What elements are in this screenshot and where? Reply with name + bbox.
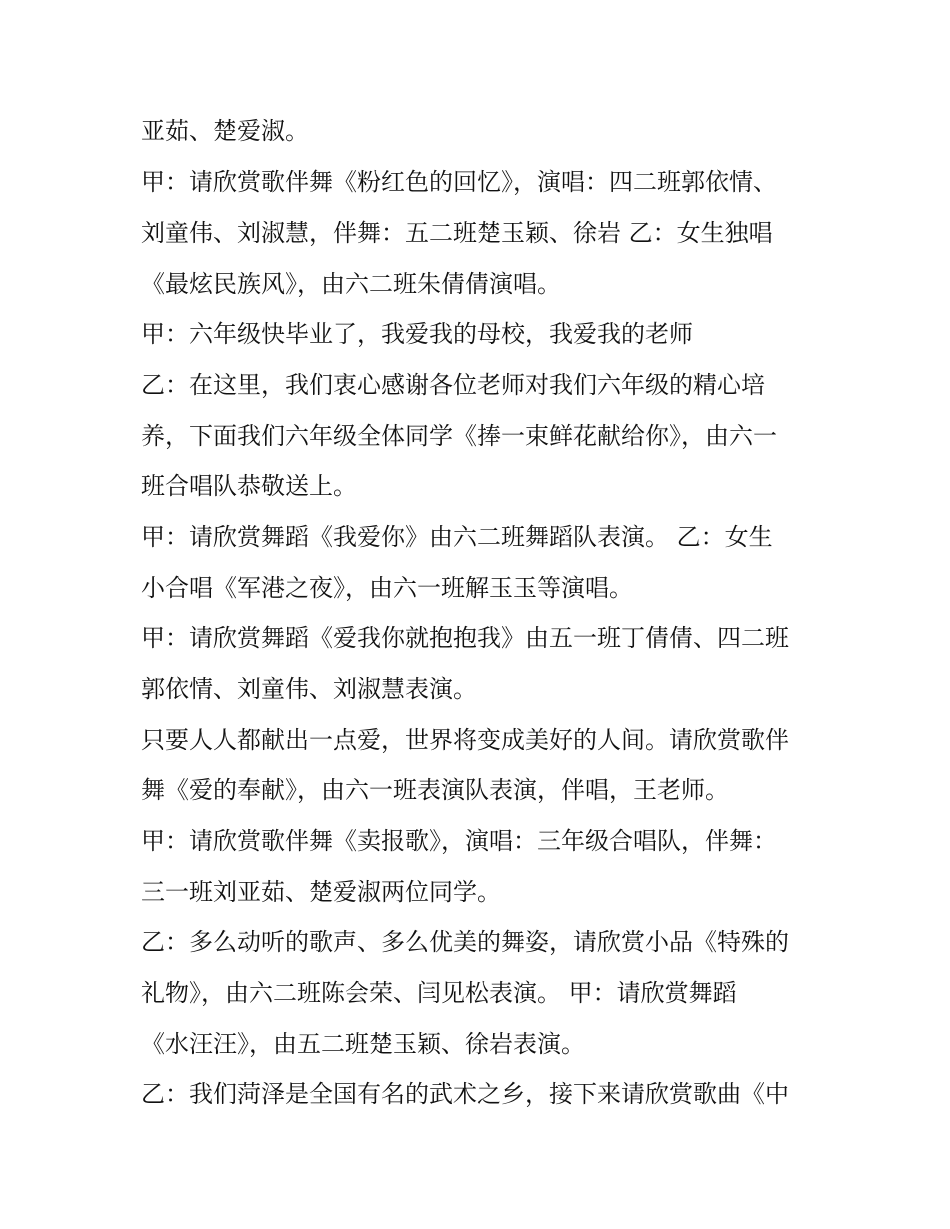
- text-line: 郭依情、刘童伟、刘淑慧表演。: [141, 675, 477, 703]
- text-line: 甲：请欣赏歌伴舞《卖报歌》，演唱：三年级合唱队，伴舞：: [141, 827, 777, 855]
- text-line: 养，下面我们六年级全体同学《捧一束鲜花献给你》，由六一: [141, 422, 777, 450]
- text-line: 甲：请欣赏歌伴舞《粉红色的回忆》，演唱：四二班郭依情、: [141, 168, 777, 196]
- text-line: 小合唱《军港之夜》，由六一班解玉玉等演唱。: [141, 574, 633, 602]
- text-line: 甲：六年级快毕业了，我爱我的母校，我爱我的老师: [141, 320, 693, 348]
- text-line: 舞《爱的奉献》，由六一班表演队表演，伴唱，王老师。: [141, 776, 729, 804]
- text-line: 三一班刘亚茹、楚爱淑两位同学。: [141, 878, 501, 906]
- text-line: 乙：在这里，我们衷心感谢各位老师对我们六年级的精心培: [141, 371, 765, 399]
- text-line: 刘童伟、刘淑慧，伴舞：五二班楚玉颖、徐岩 乙：女生独唱: [141, 219, 773, 247]
- text-line: 班合唱队恭敬送上。: [141, 472, 357, 500]
- text-line: 甲：请欣赏舞蹈《爱我你就抱抱我》由五一班丁倩倩、四二班: [141, 624, 789, 652]
- text-line: 甲：请欣赏舞蹈《我爱你》由六二班舞蹈队表演。 乙：女生: [141, 523, 773, 551]
- text-line: 乙：多么动听的歌声、多么优美的舞姿，请欣赏小品《特殊的: [141, 928, 789, 956]
- text-line: 乙：我们菏泽是全国有名的武术之乡，接下来请欣赏歌曲《中: [141, 1080, 789, 1108]
- text-line: 《水汪汪》，由五二班楚玉颖、徐岩表演。: [141, 1030, 585, 1058]
- text-line: 礼物》，由六二班陈会荣、闫见松表演。 甲：请欣赏舞蹈: [141, 979, 737, 1007]
- text-line: 《最炫民族风》，由六二班朱倩倩演唱。: [141, 270, 561, 298]
- text-line: 只要人人都献出一点爱，世界将变成美好的人间。请欣赏歌伴: [141, 726, 789, 754]
- text-line: 亚茹、楚爱淑。: [141, 117, 309, 145]
